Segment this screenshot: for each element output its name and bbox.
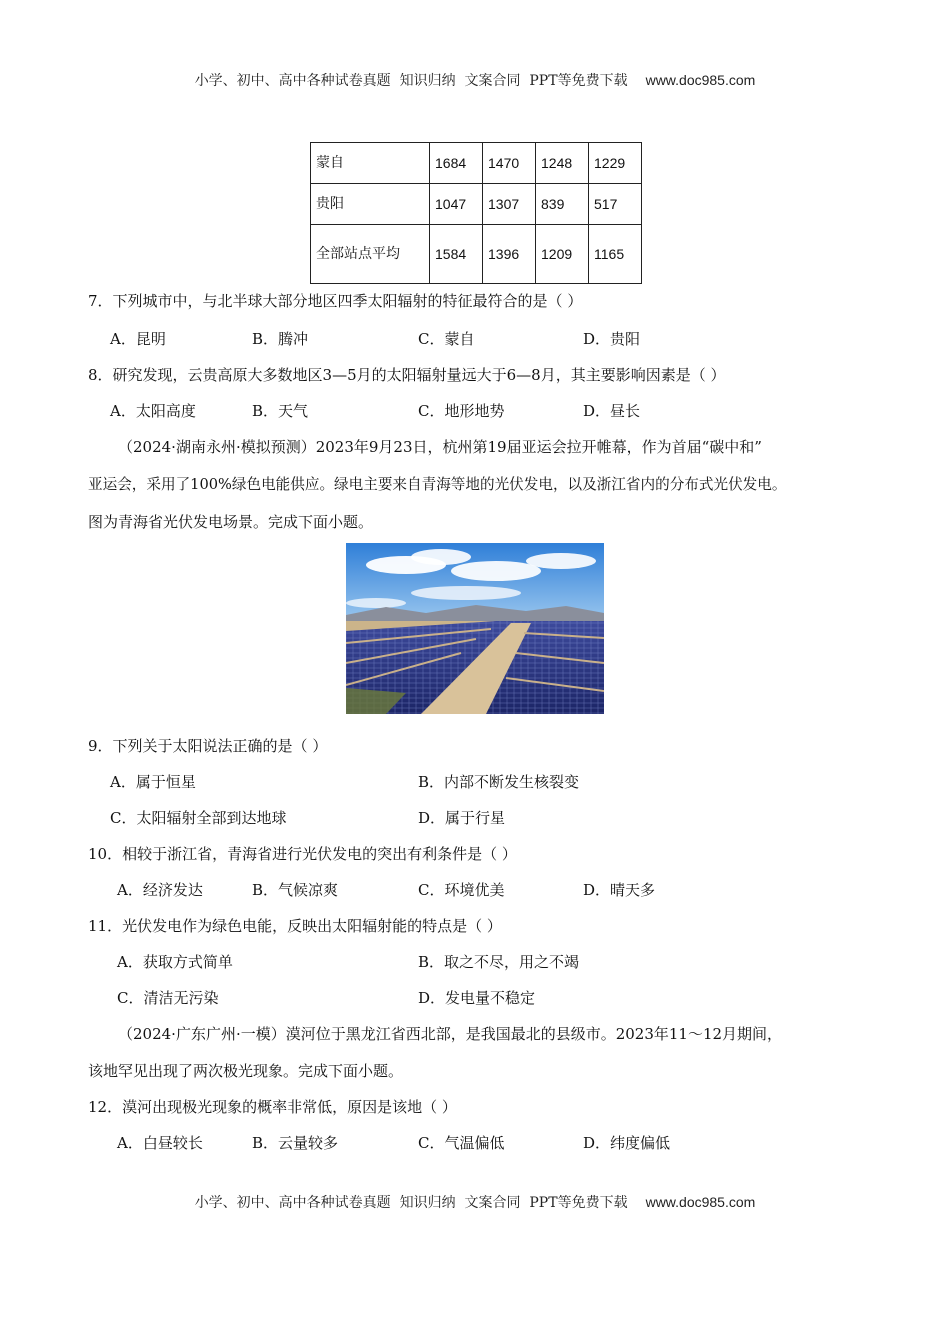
- q9-option-b[interactable]: B．内部不断发生核裂变: [418, 773, 580, 791]
- table-cell: 1470: [483, 143, 536, 184]
- solar-farm-photo: [346, 543, 604, 714]
- question-11-stem: 11．光伏发电作为绿色电能，反映出太阳辐射能的特点是（ ）: [88, 917, 502, 935]
- table-cell: 1209: [536, 225, 589, 284]
- table-cell-name: 贵阳: [311, 184, 430, 225]
- q9-option-a[interactable]: A．属于恒星: [110, 773, 196, 791]
- q10-option-b[interactable]: B．气候凉爽: [252, 881, 339, 899]
- q11-option-b[interactable]: B．取之不尽，用之不竭: [418, 953, 580, 971]
- table-row: [311, 143, 642, 184]
- q8-option-d[interactable]: D．昼长: [583, 402, 641, 420]
- passage-1-line-1: （2024·湖南永州·模拟预测）2023年9月23日，杭州第19届亚运会拉开帷幕，作为首届“碳中和”: [118, 438, 762, 456]
- q12-option-c[interactable]: C．气温偏低: [418, 1134, 505, 1152]
- q7-option-b[interactable]: B．腾冲: [252, 330, 309, 348]
- q10-option-a[interactable]: A．经济发达: [117, 881, 203, 899]
- table-cell: 839: [536, 184, 589, 225]
- table-cell: 517: [589, 184, 642, 225]
- table-cell: 1396: [483, 225, 536, 284]
- footer-text: 小学、初中、高中各种试卷真题 知识归纳 文案合同 PPT等免费下载: [194, 1195, 628, 1211]
- table-cell: 1047: [430, 184, 483, 225]
- q8-option-a[interactable]: A．太阳高度: [110, 402, 196, 420]
- header-site[interactable]: www.doc985.com: [645, 72, 756, 88]
- table-cell: 1684: [430, 143, 483, 184]
- page-header: [0, 70, 950, 90]
- q9-option-c[interactable]: C．太阳辐射全部到达地球: [110, 809, 287, 827]
- q7-option-d[interactable]: D．贵阳: [583, 330, 641, 348]
- q12-option-a[interactable]: A．白昼较长: [117, 1134, 203, 1152]
- footer-site[interactable]: www.doc985.com: [645, 1194, 756, 1210]
- question-9-stem: 9．下列关于太阳说法正确的是（ ）: [88, 737, 328, 755]
- table-row: [311, 184, 642, 225]
- solar-farm-illustration: [346, 543, 604, 714]
- page-footer: [0, 1192, 950, 1212]
- passage-2-line-1: （2024·广东广州·一模）漠河位于黑龙江省西北部，是我国最北的县级市。2023年11～12月期间，: [118, 1025, 783, 1043]
- table-cell: 1229: [589, 143, 642, 184]
- table-cell: 1307: [483, 184, 536, 225]
- passage-1-line-2: 亚运会，采用了100%绿色电能供应。绿电主要来自青海等地的光伏发电，以及浙江省内的分布式光伏发电。: [88, 476, 787, 493]
- question-12-stem: 12．漠河出现极光现象的概率非常低，原因是该地（ ）: [88, 1098, 457, 1116]
- question-8-stem: 8．研究发现，云贵高原大多数地区3—5月的太阳辐射量远大于6—8月，其主要影响因素是（ ）: [88, 366, 726, 384]
- table-cell: 1248: [536, 143, 589, 184]
- q8-option-b[interactable]: B．天气: [252, 402, 309, 420]
- header-text: 小学、初中、高中各种试卷真题 知识归纳 文案合同 PPT等免费下载: [194, 73, 628, 89]
- q10-option-d[interactable]: D．晴天多: [583, 881, 656, 899]
- passage-1-line-3: 图为青海省光伏发电场景。完成下面小题。: [88, 513, 374, 531]
- q9-option-d[interactable]: D．属于行星: [418, 809, 506, 827]
- q11-option-d[interactable]: D．发电量不稳定: [418, 989, 536, 1007]
- table-cell-name: 全部站点平均: [311, 225, 430, 284]
- question-10-stem: 10．相较于浙江省，青海省进行光伏发电的突出有利条件是（ ）: [88, 845, 517, 863]
- passage-2-line-2: 该地罕见出现了两次极光现象。完成下面小题。: [88, 1062, 404, 1080]
- radiation-table: [310, 142, 642, 284]
- q7-option-a[interactable]: A．昆明: [110, 330, 166, 348]
- question-7-stem: 7．下列城市中，与北半球大部分地区四季太阳辐射的特征最符合的是（ ）: [88, 292, 583, 310]
- table-row: [311, 225, 642, 284]
- q7-option-c[interactable]: C．蒙自: [418, 330, 475, 348]
- q10-option-c[interactable]: C．环境优美: [418, 881, 505, 899]
- table-cell: 1584: [430, 225, 483, 284]
- q11-option-a[interactable]: A．获取方式简单: [117, 953, 233, 971]
- q8-option-c[interactable]: C．地形地势: [418, 402, 505, 420]
- q12-option-d[interactable]: D．纬度偏低: [583, 1134, 671, 1152]
- table-cell-name: 蒙自: [311, 143, 430, 184]
- q12-option-b[interactable]: B．云量较多: [252, 1134, 339, 1152]
- q11-option-c[interactable]: C．清洁无污染: [117, 989, 219, 1007]
- table-cell: 1165: [589, 225, 642, 284]
